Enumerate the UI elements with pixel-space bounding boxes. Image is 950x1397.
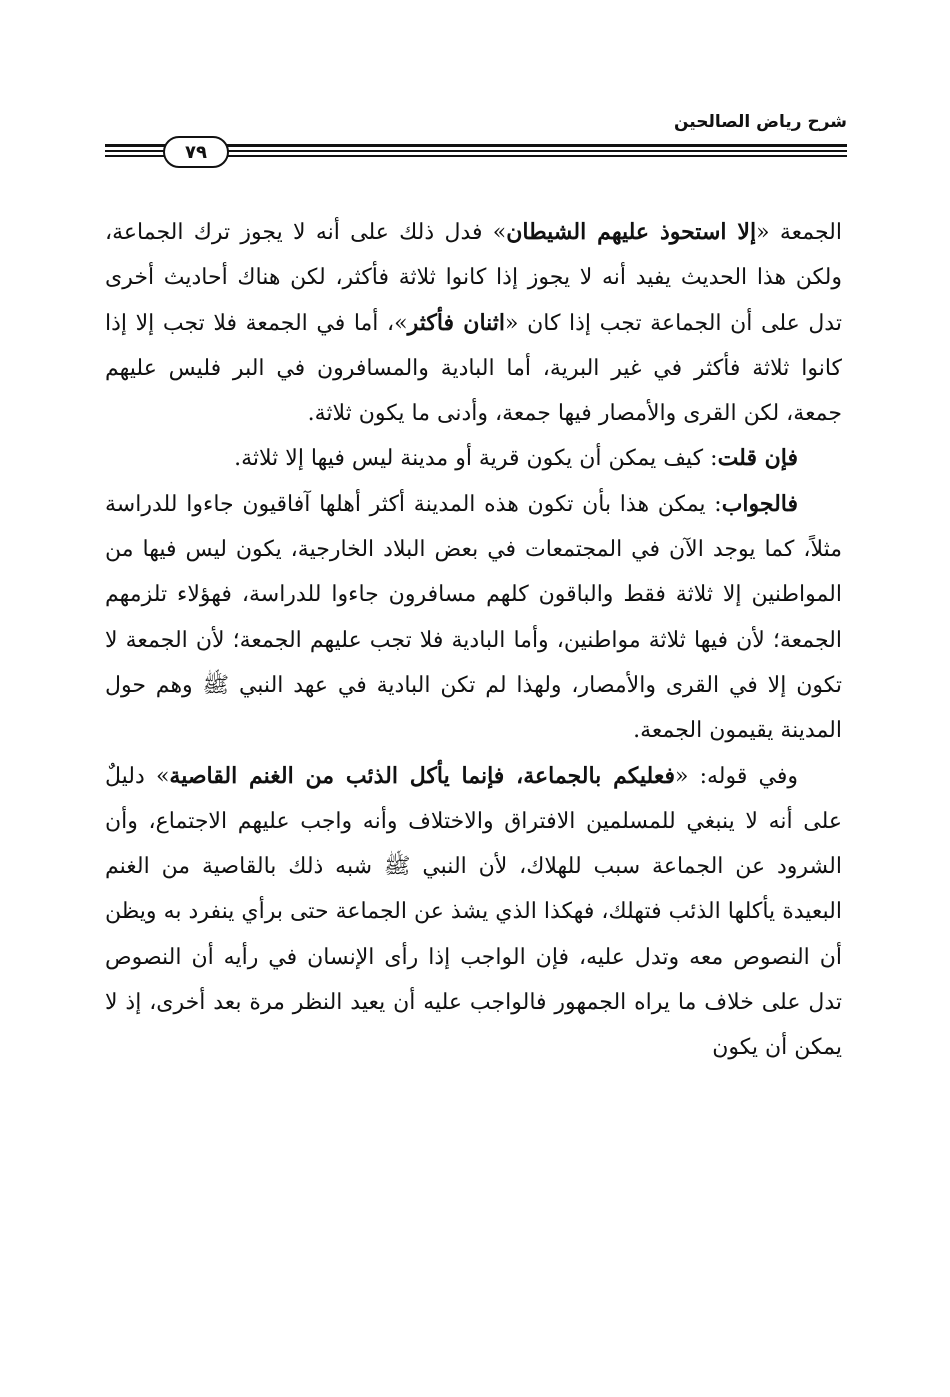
page-body [105,210,842,1280]
text-segment: » فدل ذلك على أنه لا يجوز ترك الجماعة، ولكن هذا الحديث يفيد أنه لا يجوز إذا كانوا ثلاثة فأكثر، لكن هناك أحاديث أخرى تدل على أن الجماعة تجب إذا كان « [105,220,842,336]
text-segment: » دليلٌ على أنه لا ينبغي للمسلمين الافتراق والاختلاف وأنه واجب عليهم الاجتماع، وأن الشرود عن الجماعة سبب للهلاك، لأن النبي ﷺ شبه ذلك بالقاصية من الغنم البعيدة يأكلها الذئب فتهلك، فهكذا الذي يشذ عن الجماعة حتى برأي ينفرد به ويظن أن النصوص معه وتدل عليه، فإن الواجب إذا رأى الإنسان في رأيه أن النصوص تدل على خلاف ما يراه الجمهور فالواجب عليه أن يعيد النظر مرة بعد أخرى، إذ لا يمكن أن يكون [105,763,842,1061]
paragraph [105,210,842,436]
question-label: فإن قلت [717,445,798,472]
paragraph [105,482,842,754]
text-segment: »، أما في الجمعة فلا تجب إلا إذا كانوا ثلاثة فأكثر في غير البرية، أما البادية والمسافرون في البر فليس عليهم جمعة، لكن القرى والأمصار فيها جمعة، وأدنى ما يكون ثلاثة. [105,310,842,427]
text-segment: : كيف يمكن أن يكون قرية أو مدينة ليس فيها إلا ثلاثة. [234,446,718,472]
book-title: شرح رياض الصالحين [673,112,847,132]
page-header [105,112,847,162]
hadith-quote: فعليكم بالجماعة، فإنما يأكل الذئب من الغنم القاصية [169,762,675,789]
text-segment: الجمعة « [756,220,842,245]
text-segment: : يمكن هذا بأن تكون هذه المدينة أكثر أهلها آفاقيون جاءوا للدراسة مثلاً، كما يوجد الآن في المجتمعات في بعض البلاد الخارجية، يكون ليس فيها من المواطنين إلا ثلاثة فقط والباقون كلهم مسافرون جاءوا للدراسة، فهؤلاء تلزمهم الجمعة؛ لأن فيها ثلاثة مواطنين، وأما البادية فلا تجب عليهم الجمعة؛ لأن الجمعة لا تكون إلا في القرى والأمصار، ولهذا لم تكن البادية في عهد النبي ﷺ وهم حول المدينة يقيمون الجمعة. [105,491,842,744]
hadith-quote: اثنان فأكثر [407,309,506,336]
hadith-quote: إلا استحوذ عليهم الشيطان [506,219,757,245]
paragraph [105,436,842,481]
answer-label: فالجواب [721,490,798,517]
paragraph [105,754,842,1071]
text-segment: وفي قوله: « [674,763,798,789]
page-number: ٧٩ [163,136,229,168]
